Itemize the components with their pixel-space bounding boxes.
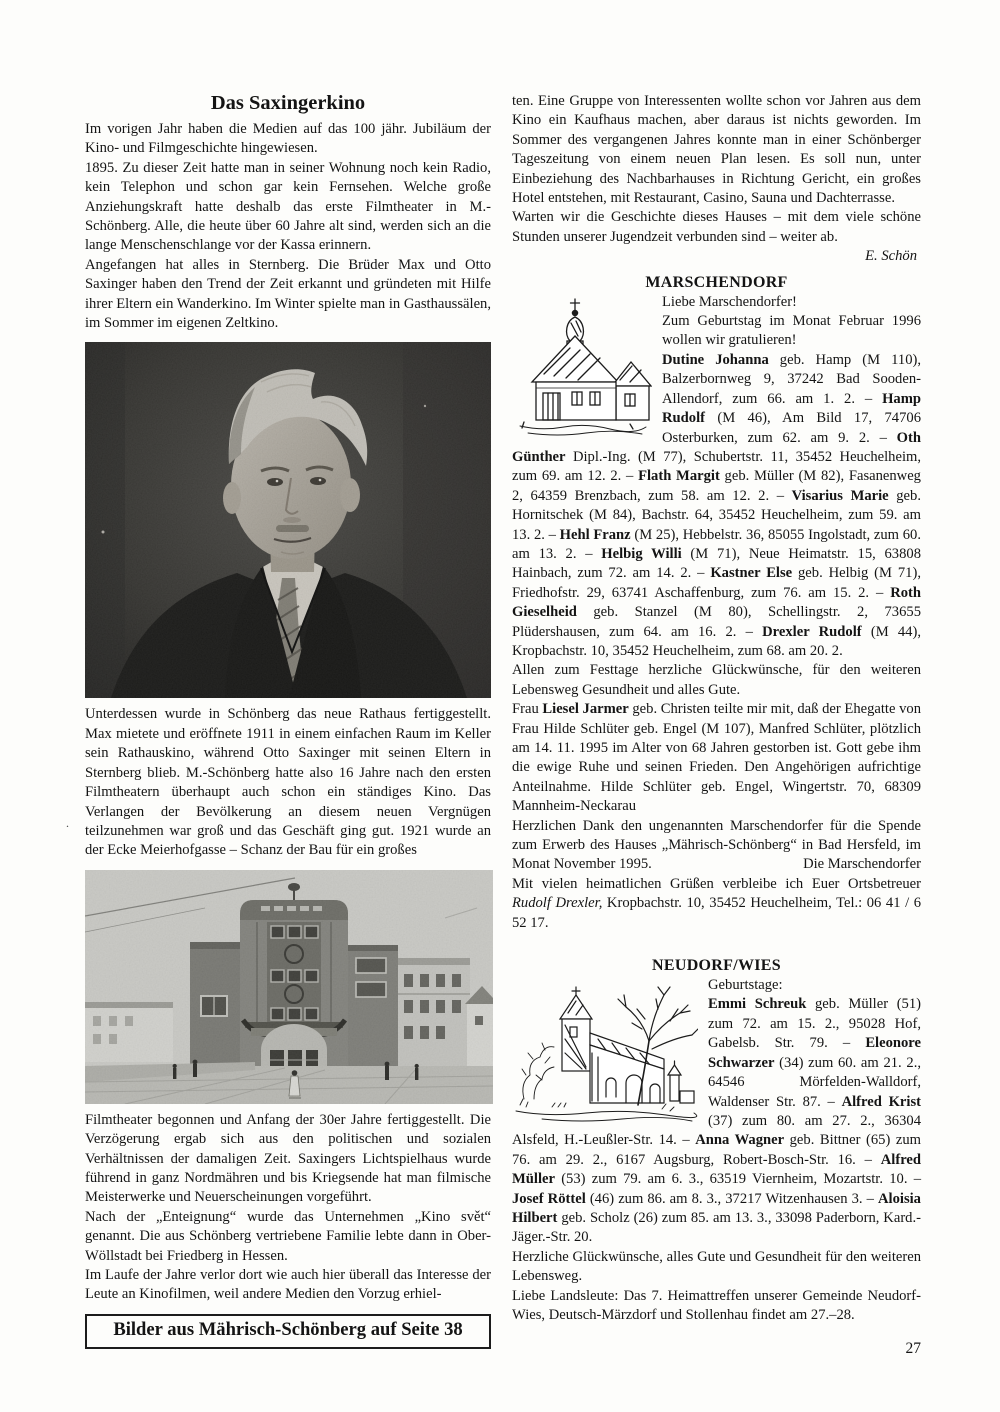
paragraph: Filmtheater begonnen und Anfang der 30er Jahre fertiggestellt. Die Verzögerung ergab sich aus den politischen und sozialen Verhältnissen der damaligen Zeit. Saxingers Lichtspielhaus wurde führend in ganz Nordmähren und bis Kriegsende hat man filmische Meisterwerke und Neuerscheinungen vorgeführt. [85,1111,491,1206]
notice-box: Bilder aus Mährisch-Schönberg auf Seite 38 [85,1314,491,1349]
page-number: 27 [905,1340,921,1357]
paragraph: Warten wir die Geschichte dieses Hauses – mit dem viele schöne Stunden unserer Jugendzeit verbunden sind – weiter ab. [512,209,921,245]
author-signature: E. Schön [865,248,917,265]
marschendorf-church-illustration [512,296,652,444]
birthdays-label: Geburtstage: [708,977,783,994]
neudorf-church-illustration [512,979,698,1129]
right-column [512,92,921,1325]
portrait-photo-art [85,342,491,698]
paragraph: Im vorigen Jahr haben die Medien auf das 100 jähr. Jubiläum der Kino- und Filmgeschichte hingewiesen. [85,121,491,157]
paragraph: 1895. Zu dieser Zeit hatte man in seiner Wohnung noch kein Radio, kein Telephon und schon gar kein Fernsehen. Welche große Anziehungskraft hatte deshalb das erste Filmtheater in M.-Schönberg. Alle, die heute über 60 Jahre alt sind, werden sich an die lange Menschenschlange vor der Kassa erinnern. [85,159,491,254]
article-title: Das Saxingerkino [210,92,366,114]
marschendorf-section [512,293,921,701]
greeting-line: Liebe Marschendorfer! [662,293,797,310]
paragraph: Im Laufe der Jahre verlor dort wie auch hier überall das Interesse der Leute an Kinofilmen, weil andere Medien den Vorzug erhiel- [85,1266,491,1303]
paragraph: ten. Eine Gruppe von Interessenten wollte schon vor Jahren aus dem Kino ein Kaufhaus machen, aber daraus ist nichts geworden. Im Sommer des vergangenen Jahres konnte man in einer Schönberger Tageszeitung von einem neuen Plan lesen. Es soll nun, unter Einbeziehung des Nachbarhauses in Richtung Gericht, ein großes Hotel entstehen, mit Restaurant, Casino, Sauna und Dachterrasse. [512,93,921,207]
paragraph: Herzliche Glückwünsche, alles Gute und Gesundheit für den weiteren Lebensweg. [512,1248,921,1285]
paragraph: Unterdessen wurde in Schönberg das neue Rathaus fertiggestellt. Max mietete und eröffnete 1911 in einem einfachen Raum im Keller sein Rathauskino, während Otto Saxinger mit seinen Eltern in Sternberg blieb. M.-Schönberg hatte also 16 Jahre nach den ersten Filmtheatern überhaupt auch schon ein ständiges Kino. Das Verlangen der Bevölkerung an diesem neuen Vergnügen teilzunehmen war groß und das Geschäft ging gut. 1921 wurde an der Ecke Meierhofgasse – Schanz der Bau für ein großes [85,706,491,859]
left-column [85,92,491,1349]
cinema-building-photo [85,870,491,1104]
birthday-list: Emmi Schreuk geb. Müller (51) zum 72. am 15. 2., 95028 Hof, Gabelsb. Str. 79. – Eleonore Schwarzer (34) zum 60. am 21. 2., 64546 Mörfelden-Walldorf, Waldenser Str. 87. – Alfred Krist (37) zum 80. am 27. 2., 36304 Alsfeld, H.-Leußler-Str. 14. – Anna Wagner geb. Bittner (65) zum 76. am 29. 2., 6167 Augsburg, Robert-Bosch-Str. 16. – Alfred Müller (53) zum 79. am 6. 3., 63519 Viernheim, Mozartstr. 10. – Josef Röttel (46) zum 86. am 8. 3., 37217 Witzenhausen 3. – Aloisia Hilbert geb. Scholz (26) zum 85. am 13. 3., 33098 Paderborn, Kard.-Jäger.-Str. 20. [512,996,922,1246]
cinema-building-art [85,870,493,1104]
ortsbetreuer-paragraph: Mit vielen heimatlichen Grüßen verbleibe ich Euer Ortsbetreuer Rudolf Drexler, Kropbachstr. 10, 35452 Heuchelheim, Tel.: 06 41 / 6 52 17. [512,875,921,931]
section-heading-marschendorf: MARSCHENDORF [645,273,788,291]
final-paragraph: Liebe Landsleute: Das 7. Heimattreffen unserer Gemeinde Neudorf-Wies, Deutsch-Märzdorf und Stollenhau findet am 27.–28. [512,1287,921,1323]
birthday-list: Dutine Johanna geb. Hamp (M 110), Balzerbornweg 9, 37242 Bad Sooden-Allendorf, zum 66. am 1. 2. – Hamp Rudolf (M 46), Am Bild 17, 74706 Osterburken, zum 62. am 9. 2. – Oth Günther Dipl.-Ing. (M 77), Schubertstr. 11, 35452 Heuchelheim, zum 69. am 12. 2. – Flath Margit geb. Müller (M 82), Fasanenweg 2, 64359 Brenzbach, zum 58. am 12. 2. – Visarius Marie geb. Hornitschek (M 84), Bachstr. 64, 35452 Heuchelheim, zum 59. am 13. 2. – Hehl Franz (M 25), Hebbelstr. 36, 85055 Ingolstadt, zum 60. am 13. 2. – Helbig Willi (M 71), Neue Heimatstr. 15, 63808 Hainbach, zum 72. am 14. 2. – Kastner Else geb. Helbig (M 71), Friedhofstr. 29, 63741 Aschaffenburg, zum 76. am 15. 2. – Roth Gieselheid geb. Stanzel (M 80), Schellingstr. 2, 73655 Plüdershausen, zum 64. am 16. 2. – Drexler Rudolf (M 44), Kropbachstr. 10, 35452 Heuchelheim, zum 68. am 20. 2. [512,351,921,659]
thanks-paragraph: Herzlichen Dank den ungenannten Marschendorfer für die Spende zum Erwerb des Hauses „Mährisch-Schönberg“ in Bad Hersfeld, im Monat November 1995. Die Marschendorfer [512,817,921,873]
portrait-photo [85,342,491,698]
paragraph: Allen zum Festtage herzliche Glückwünsche, für den weiteren Lebensweg Gesundheit und alles Gute. [512,662,921,698]
greeting-line: Zum Geburtstag im Monat Februar 1996 wollen wir gratulieren! [662,313,921,349]
paragraph: Angefangen hat alles in Sternberg. Die Brüder Max und Otto Saxinger haben den Trend der Zeit erkannt und gründeten mit Hilfe ihrer Eltern ein Wanderkino. Im Winter spielte man in Gasthaussälen, im Sommer im eigenen Zeltkino. [85,256,491,332]
paragraph: Nach der „Enteignung“ wurde das Unternehmen „Kino svět“ genannt. Die aus Schönberg vertriebene Familie lebte dann in Ober-Wöllstadt bei Friedberg in Hessen. [85,1208,491,1264]
stray-mark: . [66,816,69,830]
obituary-paragraph: Frau Liesel Jarmer geb. Christen teilte mir mit, daß der Ehegatte von Frau Hilde Schlüter geb. Engel (M 107), Manfred Schlüter, plötzlich am 14. 11. 1995 im Alter von 68 Jahren gestorben ist. Gott gebe ihm die ewige Ruhe und seinen Frieden. Den Angehörigen aufrichtige Anteilnahme. Hilde Schlüter geb. Engel, Wingertstr. 70, 68309 Mannheim-Neckarau [512,701,922,815]
neudorf-section [512,976,921,1287]
section-heading-neudorf: NEUDORF/WIES [652,957,781,975]
